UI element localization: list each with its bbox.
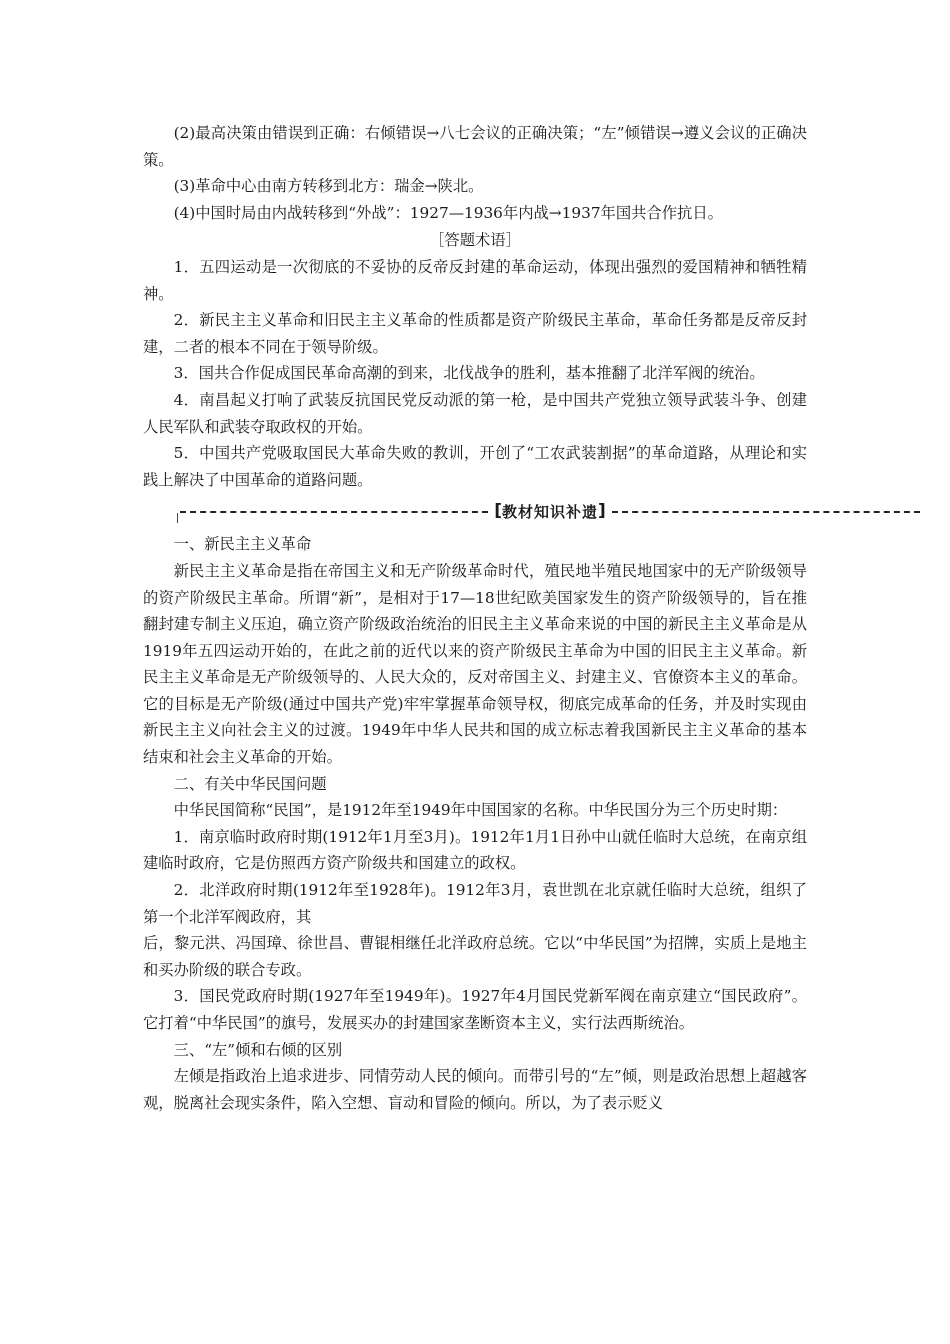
answer-terms-heading: ［答题术语］ <box>429 231 521 250</box>
section-intro-republic: 中华民国简称“民国”，是1912年至1949年中国国家的名称。中华民国分为三个历史时期： <box>173 801 788 820</box>
republic-period-nanjing: 1．南京临时政府时期(1912年1月至3月)。1912年1月1日孙中山就任临时大总统，在南京组建临时政府，它是仿照西方资产阶级共和国建立的政权。 <box>143 827 807 873</box>
answer-term-item-4: 4．南昌起义打响了武装反抗国民党反动派的第一枪，是中国共产党独立领导武装斗争、创建人民军队和武装夺取政权的开始。 <box>143 390 807 436</box>
paragraph-revolution-center: (3)革命中心由南方转移到北方：瑞金→陕北。 <box>173 177 484 196</box>
paragraph-decision: (2)最高决策由错误到正确：右倾错误→八七会议的正确决策；“左”倾错误→遵义会议的正确决策。 <box>143 124 807 169</box>
supplement-divider <box>30 497 920 525</box>
answer-term-item-2: 2．新民主主义革命和旧民主主义革命的性质都是资产阶级民主革命，革命任务都是反帝反封建，二者的根本不同在于领导阶级。 <box>143 311 807 356</box>
section-heading-left-right: 三、“左”倾和右倾的区别 <box>173 1040 343 1059</box>
republic-period-beiyang-cont: 后，黎元洪、冯国璋、徐世昌、曹锟相继任北洋政府总统。它以“中华民国”为招牌，实质上是地主和买办阶级的联合专政。 <box>143 934 807 979</box>
answer-term-item-3: 3．国共合作促成国民革命高潮的到来，北伐战争的胜利，基本推翻了北洋军阀的统治。 <box>173 364 765 383</box>
section-body-new-democratic: 新民主主义革命是指在帝国主义和无产阶级革命时代，殖民地半殖民地国家中的无产阶级领导的资产阶级民主革命。所谓“新”，是相对于17—18世纪欧美国家发生的资产阶级领导的，旨在推翻封建专制主义压迫，确立资产阶级政治统治的旧民主主义革命来说的中国的新民主主义革命是从1919年五四运动开始的，在此之前的近代以来的资产阶级民主革命为中国的旧民主主义革命。新民主主义革命是无产阶级领导的、人民大众的，反对帝国主义、封建主义、官僚资本主义的革命。它的目标是无产阶级(通过中国共产党)牢牢掌握革命领导权，彻底完成革命的任务，并及时实现由新民主主义向社会主义的过渡。1949年中华人民共和国的成立标志着我国新民主主义革命的基本结束和社会主义革命的开始。 <box>143 561 807 767</box>
section-heading-republic: 二、有关中华民国问题 <box>173 774 327 793</box>
republic-period-beiyang: 2．北洋政府时期(1912年至1928年)。1912年3月，袁世凯在北京就任临时大总统，组织了第一个北洋军阀政府，其 <box>143 881 807 926</box>
section-body-left-right: 左倾是指政治上追求进步、同情劳动人民的倾向。而带引号的“左”倾，则是政治思想上超越客观，脱离社会现实条件，陷入空想、盲动和冒险的倾向。所以，为了表示贬义 <box>143 1067 807 1112</box>
answer-term-item-1: 1．五四运动是一次彻底的不妥协的反帝反封建的革命运动，体现出强烈的爱国精神和牺牲精神。 <box>143 257 807 303</box>
supplement-title: 教材知识补遗 <box>502 502 599 521</box>
republic-period-kmt: 3．国民党政府时期(1927年至1949年)。1927年4月国民党新军阀在南京建立“国民政府”。它打着“中华民国”的旗号，发展买办的封建国家垄断资本主义，实行法西斯统治。 <box>143 987 807 1032</box>
divider-bracket-left: [ <box>494 501 502 522</box>
answer-term-item-5: 5．中国共产党吸取国民大革命失败的教训，开创了“工农武装割据”的革命道路，从理论和实践上解决了中国革命的道路问题。 <box>143 444 807 489</box>
paragraph-situation: (4)中国时局由内战转移到“外战”：1927—1936年内战→1937年国共合作抗日。 <box>173 203 723 222</box>
document-page <box>143 120 807 1116</box>
section-heading-new-democratic: 一、新民主主义革命 <box>173 535 312 554</box>
divider-dash-left <box>180 511 488 513</box>
divider-dash-right <box>612 511 920 513</box>
divider-bracket-right: ] <box>598 501 606 522</box>
